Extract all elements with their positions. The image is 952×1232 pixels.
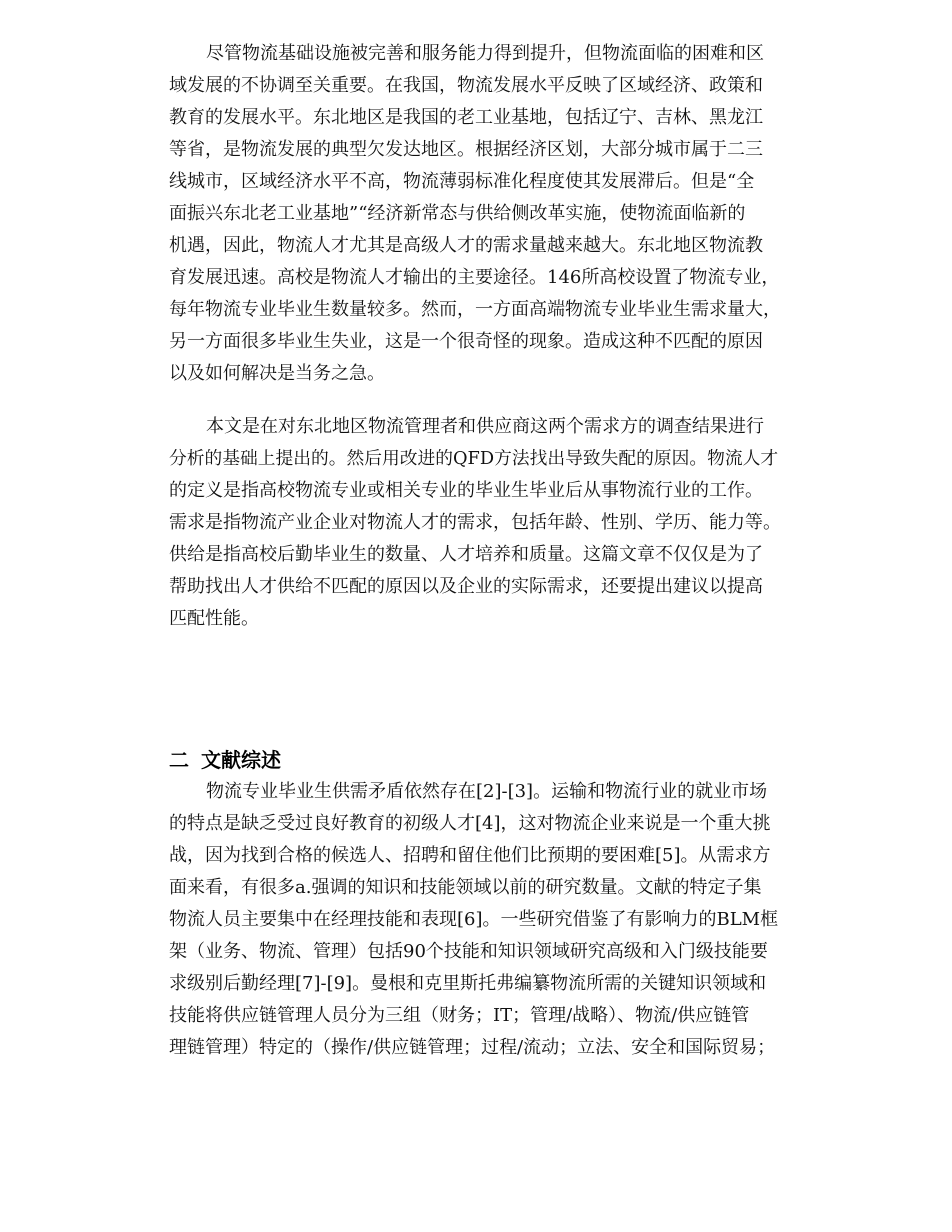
paragraph-1-line-8: 育发展迅速。高校是物流人才输出的主要途径。146所高校设置了物流专业， <box>169 267 780 288</box>
paragraph-1-line-2: 域发展的不协调至关重要。在我国，物流发展水平反映了区域经济、政策和 <box>169 75 763 96</box>
paragraph-2-line-1: 本文是在对东北地区物流管理者和供应商这两个需求方的调查结果进行 <box>206 416 764 437</box>
section-title: 文献综述 <box>201 748 281 772</box>
paragraph-1-line-7: 机遇，因此，物流人才尤其是高级人才的需求量越来越大。东北地区物流教 <box>169 235 763 256</box>
paragraph-1-line-10: 另一方面很多毕业生失业，这是一个很奇怪的现象。造成这种不匹配的原因 <box>169 331 763 352</box>
paragraph-3-line-5: 物流人员主要集中在经理技能和表现[6]。一些研究借鉴了有影响力的BLM框 <box>169 909 779 930</box>
paragraph-3-line-9: 理链管理）特定的（操作/供应链管理；过程/流动；立法、安全和国际贸易； <box>169 1037 776 1058</box>
paragraph-3-line-8: 技能将供应链管理人员分为三组（财务；IT；管理/战略）、物流/供应链管 <box>169 1005 750 1026</box>
paragraph-2-line-5: 供给是指高校后勤毕业生的数量、人才培养和质量。这篇文章不仅仅是为了 <box>169 544 763 565</box>
section-heading <box>169 743 281 777</box>
paragraph-3-line-2: 的特点是缺乏受过良好教育的初级人才[4]，这对物流企业来说是一个重大挑 <box>169 813 771 834</box>
paragraph-3-line-3: 战，因为找到合格的候选人、招聘和留住他们比预期的要困难[5]。从需求方 <box>169 845 771 866</box>
paragraph-1-line-5: 线城市，区域经济水平不高，物流薄弱标准化程度使其发展滞后。但是“全 <box>169 171 755 192</box>
paragraph-1-line-3: 教育的发展水平。东北地区是我国的老工业基地，包括辽宁、吉林、黑龙江 <box>169 107 763 128</box>
paragraph-2-line-4: 需求是指物流产业企业对物流人才的需求，包括年龄、性别、学历、能力等。 <box>169 512 781 533</box>
paragraph-1-line-9: 每年物流专业毕业生数量较多。然而，一方面高端物流专业毕业生需求量大， <box>169 299 781 320</box>
paragraph-3-line-7: 求级别后勤经理[7]-[9]。曼根和克里斯托弗编纂物流所需的关键知识领域和 <box>169 973 767 994</box>
paragraph-2-line-7: 匹配性能。 <box>169 608 259 629</box>
paragraph-2-line-3: 的定义是指高校物流专业或相关专业的毕业生毕业后从事物流行业的工作。 <box>169 480 763 501</box>
paragraph-2-line-6: 帮助找出人才供给不匹配的原因以及企业的实际需求，还要提出建议以提高 <box>169 576 763 597</box>
paragraph-1-line-1: 尽管物流基础设施被完善和服务能力得到提升，但物流面临的困难和区 <box>206 43 764 64</box>
paragraph-3-line-1: 物流专业毕业生供需矛盾依然存在[2]-[3]。运输和物流行业的就业市场 <box>206 781 768 802</box>
paragraph-2-line-2: 分析的基础上提出的。然后用改进的QFD方法找出导致失配的原因。物流人才 <box>169 449 779 469</box>
paragraph-3-line-4: 面来看，有很多a.强调的知识和技能领域以前的研究数量。文献的特定子集 <box>169 877 762 898</box>
paragraph-1-line-6: 面振兴东北老工业基地”“经济新常态与供给侧改革实施，使物流面临新的 <box>169 203 746 224</box>
paragraph-3-line-6: 架（业务、物流、管理）包括90个技能和知识领域研究高级和入门级技能要 <box>169 941 768 962</box>
paragraph-1-line-11: 以及如何解决是当务之急。 <box>169 363 385 384</box>
paragraph-1-line-4: 等省，是物流发展的典型欠发达地区。根据经济区划，大部分城市属于二三 <box>169 139 763 160</box>
section-number: 二 <box>169 748 189 772</box>
